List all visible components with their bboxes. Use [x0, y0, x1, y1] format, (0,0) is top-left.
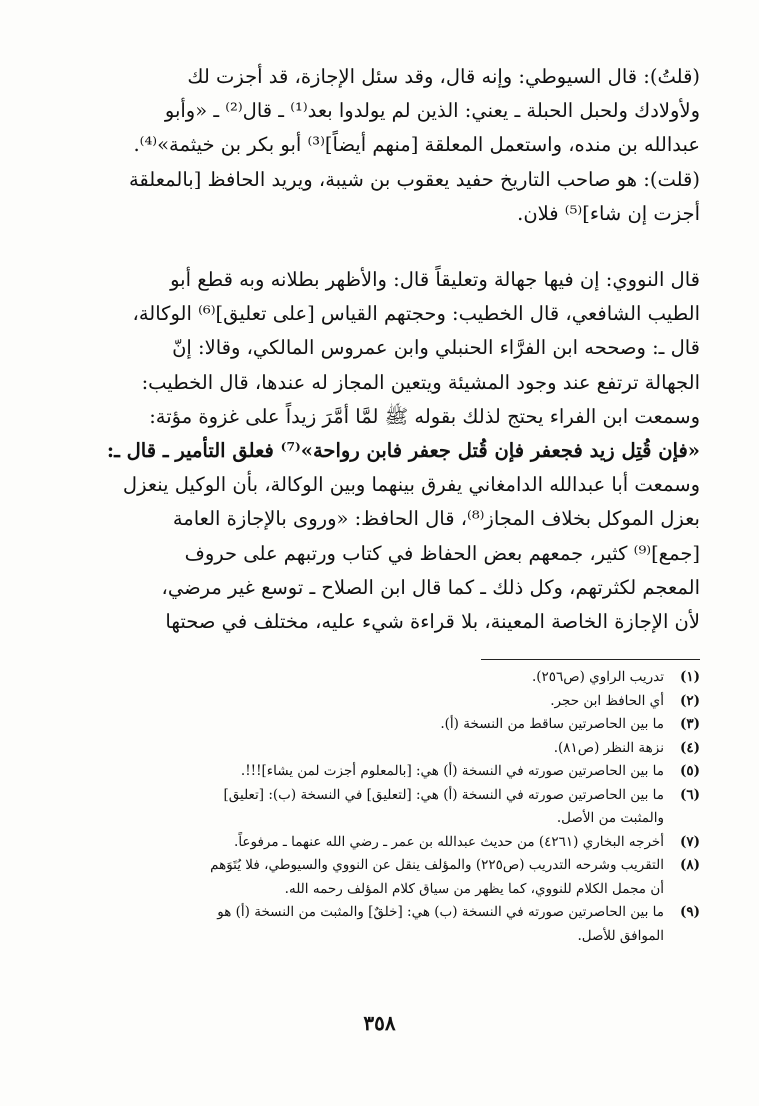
footnote-number: (٧)	[679, 833, 700, 850]
footnote	[72, 854, 700, 901]
text-line: قال ـ: وصححه ابن الفرَّاء الحنبلي وابن عمروس المالكي، وقالا: إنّ	[172, 336, 700, 360]
footnote	[72, 737, 700, 761]
footnote-divider	[481, 659, 700, 660]
text-line: قال النووي: إن فيها جهالة وتعليقاً قال: والأظهر بطلانه وبه قطع أبو	[170, 268, 700, 291]
text-line: الطيب الشافعي، قال الخطيب: وحجتهم القياس [على تعليق]⁽⁶⁾ الوكالة،	[132, 302, 700, 326]
hadith-quote-line: «فإن قُتِل زيد فجعفر فإن قُتل جعفر فابن رواحة»⁽⁷⁾ فعلق التأمير ـ قال ـ:	[106, 439, 700, 463]
text-line: لأن الإجازة الخاصة المعينة، بلا قراءة شيء عليه، مختلف في صحتها	[165, 610, 700, 634]
text-line: وسمعت أبا عبدالله الدامغاني يفرق بينهما وبين الوكالة، بأن الوكيل ينعزل	[122, 473, 700, 497]
footnote-text: ما بين الحاصرتين صورته في النسخة (ب) هي: [خلقٌ] والمثبت من النسخة (أ) هو	[217, 904, 664, 920]
footnote	[72, 666, 700, 690]
text-line: (قلت): هو صاحب التاريخ حفيد يعقوب بن شيبة، ويريد الحافظ [بالمعلقة	[128, 167, 700, 191]
text-line: المعجم لكثرتهم، وكل ذلك ـ كما قال ابن الصلاح ـ توسع غير مرضي،	[161, 575, 700, 599]
footnote-number: (٣)	[679, 716, 700, 732]
footnote-text: ما بين الحاصرتين ساقط من النسخة (أ).	[440, 716, 664, 732]
footnote-number: (٥)	[679, 763, 700, 779]
text-line: (قلتُ): قال السيوطي: وإنه قال، وقد سئل الإجازة، قد أجزت لك	[187, 65, 700, 88]
text-line: بعزل الموكل بخلاف المجاز⁽⁸⁾، قال الحافظ: «وروى بالإجازة العامة	[172, 507, 700, 531]
text-line: ولأولادك ولحبل الحبلة ـ يعني: الذين لم يولدوا بعد⁽¹⁾ ـ قال⁽²⁾ ـ «وأبو	[164, 99, 700, 123]
footnote	[72, 760, 700, 784]
footnote	[72, 784, 700, 831]
footnote-text: تدريب الراوي (ص٢٥٦).	[531, 669, 664, 685]
footnote-number: (٩)	[679, 904, 700, 920]
page-number: ٣٥٨	[363, 1011, 396, 1035]
footnote-number: (٢)	[679, 692, 700, 709]
footnote-number: (١)	[679, 669, 700, 685]
footnote-text: أن مجمل الكلام للنووي، كما يظهر من سياق كلام المؤلف رحمه الله.	[284, 880, 664, 897]
footnote-text: والمثبت من الأصل.	[556, 810, 664, 826]
footnote	[72, 690, 700, 714]
footnote-text: أي الحافظ ابن حجر.	[550, 692, 664, 709]
footnotes	[72, 666, 700, 948]
text-line: عبدالله بن منده، واستعمل المعلقة [منهم أيضاً]⁽³⁾ أبو بكر بن خيثمة»⁽⁴⁾.	[133, 133, 700, 157]
footnote-text: ما بين الحاصرتين صورته في النسخة (أ) هي: [لتعليق] في النسخة (ب): [تعليق]	[223, 786, 664, 803]
footnote-number: (٦)	[679, 786, 700, 803]
paragraph-1	[72, 60, 700, 231]
text-line: وسمعت ابن الفراء يحتج لذلك بقوله ﷺ لمَّا أمَّرَ زيداً على غزوة مؤتة:	[149, 404, 700, 428]
paragraph-2	[72, 263, 700, 639]
footnote-number: (٨)	[679, 857, 700, 873]
footnote-text: الموافق للأصل.	[577, 927, 664, 944]
footnote	[72, 713, 700, 737]
text-line: أجزت إن شاء]⁽⁵⁾ فلان.	[517, 201, 700, 225]
footnote-text: ما بين الحاصرتين صورته في النسخة (أ) هي: [بالمعلوم أجزت لمن يشاء]!!!.	[240, 763, 664, 779]
footnote-number: (٤)	[679, 739, 700, 756]
text-line: الجهالة ترتفع عند وجود المشيئة ويتعين المجاز له عندها، قال الخطيب:	[141, 370, 700, 394]
footnote-text: التقريب وشرحه التدريب (ص٢٢٥) والمؤلف ينقل عن النووي والسيوطي، فلا يُتَوَهم	[210, 857, 664, 873]
footnote-text: أخرجه البخاري (٤٢٦١) من حديث عبدالله بن عمر ـ رضي الله عنهما ـ مرفوعاً.	[234, 833, 664, 850]
footnote-text: نزهة النظر (ص٨١).	[553, 739, 664, 756]
footnote	[72, 831, 700, 855]
text-line: [جمع]⁽⁹⁾ كثير، جمعهم بعض الحفاظ في كتاب ورتبهم على حروف	[184, 541, 700, 565]
footnote	[72, 901, 700, 948]
